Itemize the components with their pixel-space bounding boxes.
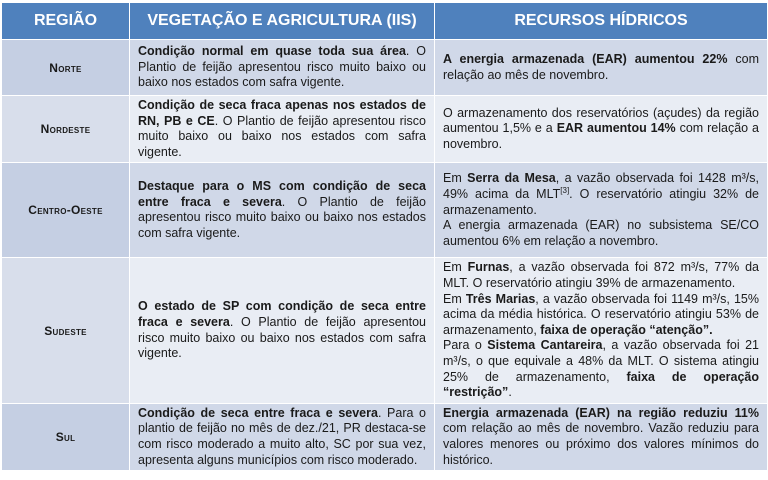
cell-paragraph (443, 171, 759, 218)
header-vegetation: VEGETAÇÃO E AGRICULTURA (IIS) (130, 3, 435, 40)
region-name: Sul (2, 403, 130, 470)
body-text: Em (443, 260, 468, 275)
emphasis-text: O estado de SP com condição de seca entre fraca e severa (138, 299, 426, 329)
emphasis-text: faixa de operação “atenção”. (540, 322, 713, 337)
vegetation-cell (130, 40, 435, 96)
table-row (2, 40, 768, 96)
body-text: com relação a novembro. (443, 121, 759, 151)
emphasis-text: A energia armazenada (EAR) aumentou 22% (443, 51, 728, 66)
body-text: . O Plantio de feijão apresentou risco muito baixo ou baixo nos estados com safra vigente. (138, 194, 426, 240)
emphasis-text: Destaque para o MS com condição de seca entre fraca e severa (138, 179, 426, 209)
cell-paragraph (138, 98, 426, 160)
table-row (2, 163, 768, 258)
body-text: com relação ao mês de novembro. Vazão reduziu para valores menores ou próximo dos valores mínimos do histórico. (443, 421, 759, 467)
cell-paragraph (443, 338, 759, 400)
body-text: . O Plantio de feijão apresentou risco muito baixo ou baixo nos estados com safra vigente. (138, 314, 426, 361)
body-text: , a vazão observada foi 1149 m³/s, 15% acima da média histórica. O reservatório atingiu 53% de armazenamento, (443, 291, 759, 337)
body-text: Em (443, 291, 466, 306)
body-text: A energia armazenada (EAR) no subsistema SE/CO aumentou 6% em relação a novembro. (443, 218, 759, 248)
body-text: Para o (443, 338, 488, 353)
emphasis-text: EAR aumentou 14% (556, 121, 676, 136)
water-cell (435, 96, 768, 163)
emphasis-text: faixa de operação “restrição” (443, 369, 760, 400)
cell-paragraph (138, 44, 426, 91)
cell-paragraph (443, 292, 759, 339)
water-cell (435, 40, 768, 96)
vegetation-cell (130, 96, 435, 163)
water-cell (435, 258, 768, 403)
water-cell (435, 403, 768, 470)
emphasis-text: Condição de seca entre fraca e severa (138, 405, 378, 420)
body-text: , a vazão observada foi 21 m³/s, o que equivale a 48% da MLT. O sistema atingiu 25% de armazenamento, (443, 338, 759, 384)
emphasis-text: Condição de seca fraca apenas nos estados de RN, PB e CE (138, 98, 426, 128)
cell-paragraph (138, 406, 426, 468)
body-text: O armazenamento dos reservatórios (açudes) da região aumentou 1,5% e a (443, 105, 759, 136)
emphasis-text: Energia armazenada (EAR) na região reduziu 11% (443, 405, 759, 420)
cell-paragraph (443, 106, 759, 153)
body-text: com relação ao mês de novembro. (443, 51, 760, 82)
emphasis-text: Condição normal em quase toda sua área (138, 44, 406, 59)
body-text: Em (443, 171, 468, 186)
vegetation-cell (130, 163, 435, 258)
body-text: . O Plantio de feijão apresentou risco muito baixo ou baixo nos estados com safra vigente. (138, 44, 427, 90)
header-row (2, 3, 768, 40)
table-row (2, 96, 768, 163)
region-name: Centro-Oeste (2, 163, 130, 258)
body-text: , a vazão observada foi 1428 m³/s, 49% acima da MLT (443, 171, 759, 201)
body-text: . (508, 385, 512, 400)
table-row (2, 403, 768, 470)
cell-paragraph (443, 260, 759, 291)
header-water: RECURSOS HÍDRICOS (435, 3, 768, 40)
body-text: . O Plantio de feijão apresentou risco muito baixo ou baixo nos estados com safra vigente. (138, 113, 426, 159)
cell-paragraph (138, 299, 426, 361)
vegetation-cell (130, 403, 435, 470)
body-text: . O reservatório atingiu 32% de armazenamento. (443, 186, 759, 217)
emphasis-text: Furnas (467, 260, 510, 275)
emphasis-text: Sistema Cantareira (487, 338, 603, 353)
water-cell (435, 163, 768, 258)
emphasis-text: Serra da Mesa (467, 171, 556, 186)
footnote-ref: [3] (560, 185, 570, 195)
cell-paragraph (443, 52, 759, 83)
vegetation-cell (130, 258, 435, 403)
region-name: Nordeste (2, 96, 130, 163)
table-row (2, 258, 768, 403)
header-region: REGIÃO (2, 3, 130, 40)
emphasis-text: Três Marias (465, 291, 536, 306)
body-text: , a vazão observada foi 872 m³/s, 77% da MLT. O reservatório atingiu 39% de armazenamento. (443, 260, 759, 290)
drought-summary-table (1, 2, 768, 471)
region-name: Norte (2, 40, 130, 96)
region-name: Sudeste (2, 258, 130, 403)
cell-paragraph (138, 179, 426, 241)
cell-paragraph (443, 406, 759, 468)
cell-paragraph (443, 218, 759, 249)
body-text: . Para o plantio de feijão no mês de dez./21, PR destaca-se com risco moderado a muito alto, SC por sua vez, apresenta alguns municípios com risco moderado. (138, 405, 426, 467)
